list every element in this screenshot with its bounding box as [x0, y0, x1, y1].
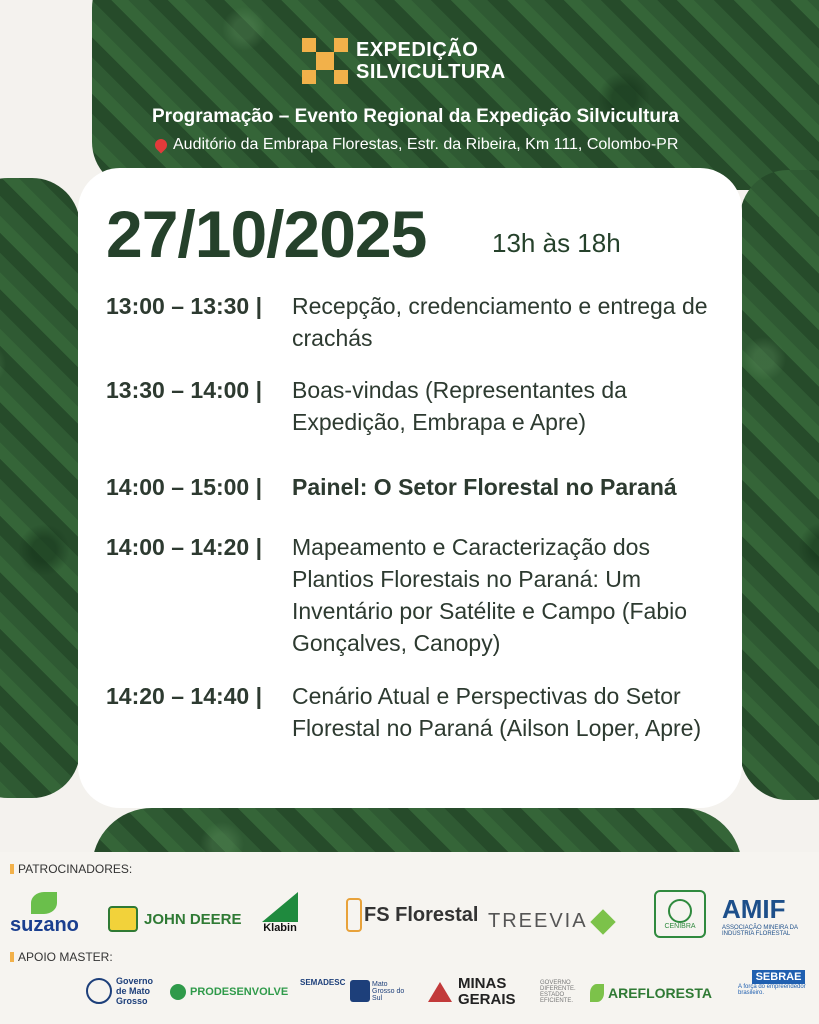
semadesc-logo: SEMADESC — [300, 978, 346, 987]
cenibra-tree-icon — [668, 899, 692, 923]
john-deere-logo: JOHN DEERE — [108, 906, 242, 932]
amif-logo: AMIF ASSOCIAÇÃO MINEIRA DA INDÚSTRIA FLORESTAL — [722, 894, 798, 937]
minas-gerais-logo: MINAS GERAIS GOVERNO DIFERENTE. ESTADO EFICIENTE. — [428, 976, 582, 1008]
expedicao-logo — [302, 38, 506, 84]
sebrae-logo: SEBRAE A força do empreendedor brasileiro. — [738, 971, 806, 996]
treevia-logo: TREEVIA — [488, 910, 612, 933]
schedule-time: 14:20 – 14:40 | — [106, 683, 263, 709]
event-date: 27/10/2025 — [106, 197, 427, 271]
sponsors-section — [0, 852, 819, 1024]
mt-seal-icon — [86, 978, 112, 1004]
schedule-item — [106, 374, 712, 438]
schedule-title: Painel: O Setor Florestal no Paraná — [292, 474, 677, 500]
suzano-logo: suzano — [10, 892, 79, 937]
forest-background-left — [0, 178, 80, 798]
schedule-time: 14:00 – 15:00 | — [106, 474, 263, 500]
governo-mato-grosso-logo: Governo de Mato Grosso — [86, 976, 156, 1006]
schedule-title: Boas-vindas (Representantes da Expedição, Embrapa e Apre) — [292, 377, 627, 435]
arefloresta-leaf-icon — [590, 984, 604, 1002]
schedule-item — [106, 471, 712, 503]
forest-background-right — [740, 170, 819, 800]
logo-line-1: EXPEDIÇÃO — [356, 39, 479, 61]
prodesenvolve-logo: PRODESENVOLVE — [170, 984, 288, 1000]
event-location — [155, 136, 678, 154]
schedule-item — [106, 531, 712, 659]
schedule-title: Mapeamento e Caracterização dos Plantios Florestais no Paraná: Um Inventário por Satélite e Campo (Fabio Gonçalves, Canopy) — [292, 534, 688, 656]
mato-grosso-do-sul-logo: Mato Grosso do Sul — [350, 980, 412, 1002]
event-subtitle: Programação – Evento Regional da Expedição Silvicultura — [152, 106, 679, 127]
fs-mark-icon — [346, 898, 362, 932]
forest-background-top — [92, 0, 819, 190]
cenibra-logo: CENIBRA — [654, 890, 706, 938]
prodesenvolve-icon — [170, 984, 186, 1000]
schedule-item — [106, 680, 712, 744]
logo-line-2: SILVICULTURA — [356, 61, 506, 83]
support-label: APOIO MASTER: — [10, 950, 113, 964]
arefloresta-logo: AREFLORESTA — [590, 984, 712, 1002]
sponsors-label: PATROCINADORES: — [10, 862, 132, 876]
schedule-time: 13:30 – 14:00 | — [106, 377, 263, 403]
suzano-leaf-icon — [31, 892, 57, 914]
logo-mark-icon — [302, 38, 348, 84]
schedule-title: Cenário Atual e Perspectivas do Setor Florestal no Paraná (Ailson Loper, Apre) — [292, 683, 702, 741]
schedule-time: 13:00 – 13:30 | — [106, 293, 263, 319]
klabin-logo: Klabin — [262, 892, 298, 934]
klabin-mark-icon — [262, 892, 298, 922]
schedule-title: Recepção, credenciamento e entrega de crachás — [292, 293, 708, 351]
schedule-item — [106, 290, 712, 354]
fs-florestal-logo: FS Florestal — [346, 898, 478, 932]
location-text: Auditório da Embrapa Florestas, Estr. da Ribeira, Km 111, Colombo-PR — [173, 136, 679, 153]
ms-seal-icon — [350, 980, 370, 1002]
minas-triangle-icon — [428, 982, 452, 1002]
location-pin-icon — [153, 137, 170, 154]
treevia-diamond-icon — [590, 909, 615, 934]
schedule-time: 14:00 – 14:20 | — [106, 534, 263, 560]
event-hours: 13h às 18h — [492, 228, 621, 258]
deer-icon — [108, 906, 138, 932]
